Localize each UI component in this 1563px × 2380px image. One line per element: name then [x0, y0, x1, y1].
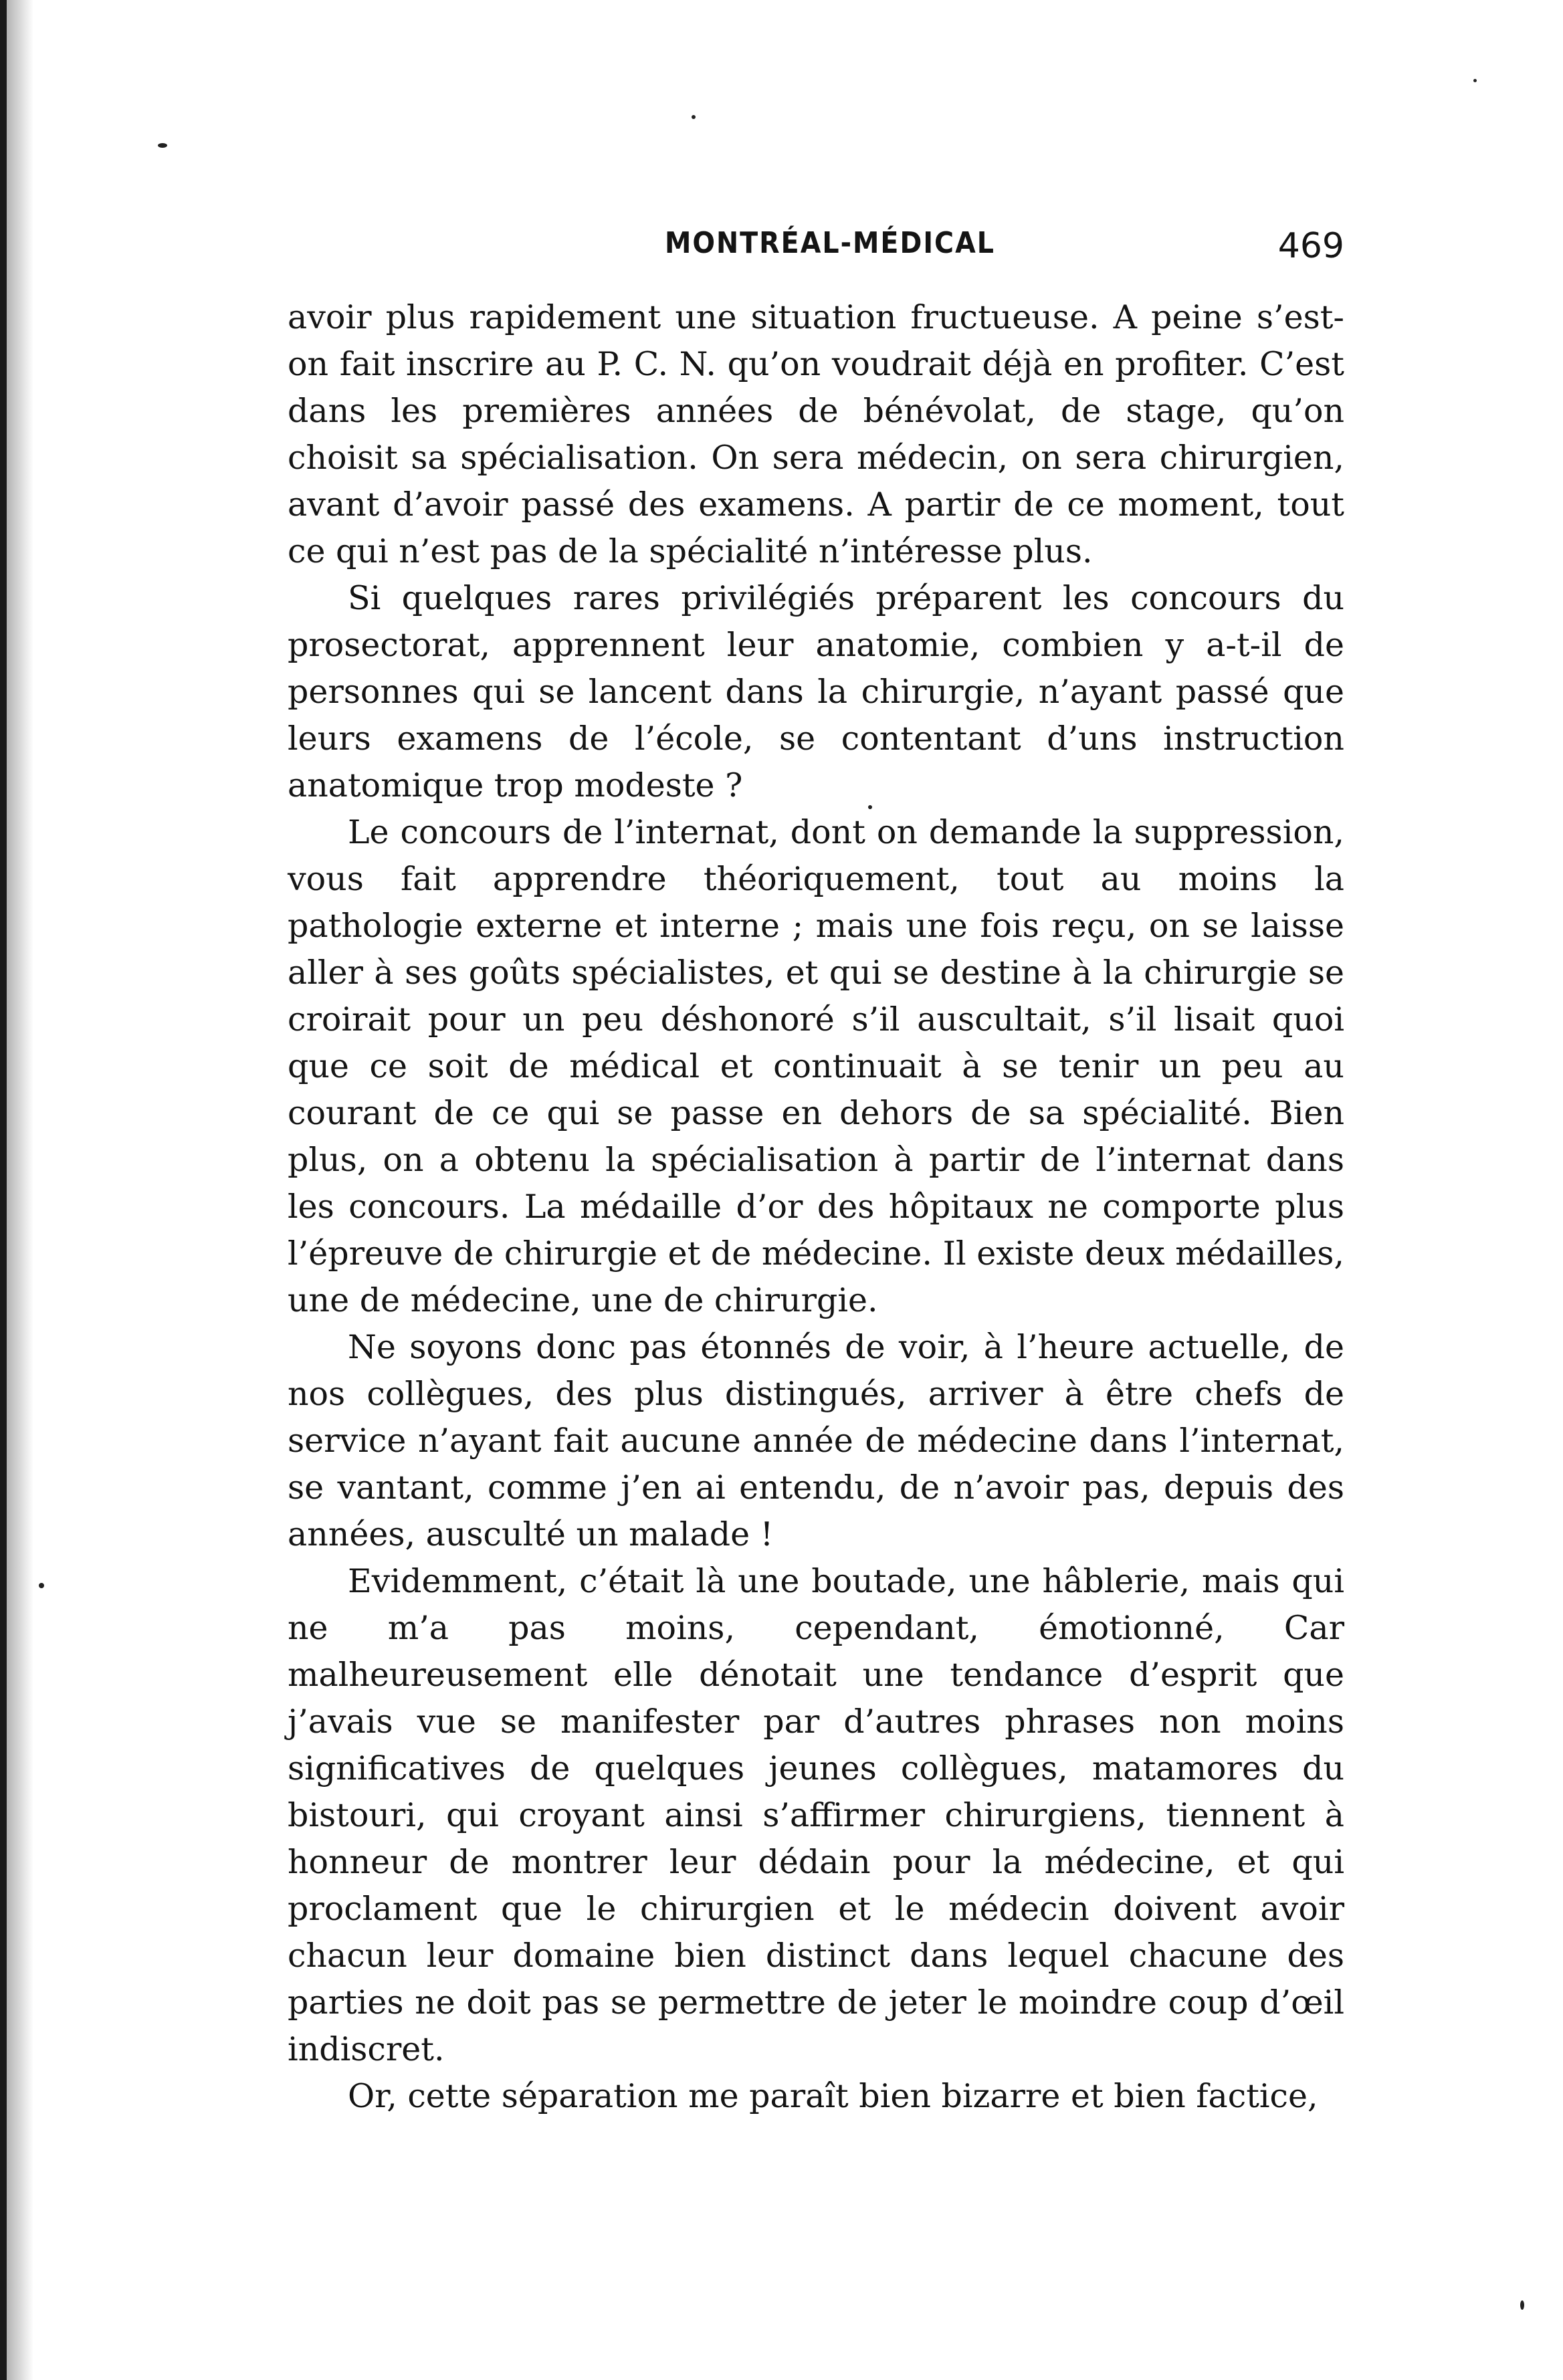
- running-title: MONTRÉAL-MÉDICAL: [665, 226, 995, 260]
- paragraph: Or, cette séparation me paraît bien bizarre et bien factice,: [348, 2077, 1318, 2115]
- paragraph: Le concours de l’internat, dont on demande la suppression, vous fait apprendre théoriquement, tout au moins la pathologie externe et interne ; mais une fois reçu, on se laisse aller à ses goûts spécialistes, et qui se destine à la chirurgie se croirait pour un peu déshonoré s’il auscultait, s’il lisait quoi que ce soit de médical et continuait à se tenir un peu au courant de ce qui se passe en dehors de sa spécialité. Bien plus, on a obtenu la spécialisation à partir de l’internat dans les concours. La médaille d’or des hôpitaux ne comporte plus l’épreuve de chirurgie et de médecine. Il existe deux médailles, une de médecine, une de chirurgie.: [288, 813, 1344, 1319]
- text-body: [288, 294, 1344, 2120]
- scan-speck: [1520, 2300, 1524, 2310]
- scan-speck: [692, 115, 696, 119]
- paragraph: avoir plus rapidement une situation fructueuse. A peine s’est-on fait inscrire au P. C. N. qu’on voudrait déjà en profiter. C’est dans les premières années de bénévolat, de stage, qu’on choisit sa spécialisation. On sera médecin, on sera chirurgien, avant d’avoir passé des examens. A partir de ce moment, tout ce qui n’est pas de la spécialité n’intéresse plus.: [288, 298, 1344, 570]
- scan-speck: [158, 143, 167, 148]
- running-head: [288, 226, 1344, 273]
- binding-edge: [0, 0, 7, 2380]
- scan-speck: [1473, 79, 1477, 82]
- paragraph: Ne soyons donc pas étonnés de voir, à l’heure actuelle, de nos collègues, des plus distingués, arriver à être chefs de service n’ayant fait aucune année de médecine dans l’internat, se vantant, comme j’en ai entendu, de n’avoir pas, depuis des années, ausculté un malade !: [288, 1328, 1344, 1553]
- paragraph: Si quelques rares privilégiés préparent les concours du prosectorat, apprennent leur anatomie, combien y a-t-il de personnes qui se lancent dans la chirurgie, n’ayant passé que leurs examens de l’école, se contentant d’uns instruction anatomique trop modeste ?: [288, 579, 1344, 804]
- binding-shadow: [7, 0, 33, 2380]
- paragraph: Evidemment, c’était là une boutade, une hâblerie, mais qui ne m’a pas moins, cependant, émotionné, Car malheureusement elle dénotait une tendance d’esprit que j’avais vue se manifester par d’autres phrases non moins significatives de quelques jeunes collègues, matamores du bistouri, qui croyant ainsi s’affirmer chirurgiens, tiennent à honneur de montrer leur dédain pour la médecine, et qui proclament que le chirurgien et le médecin doivent avoir chacun leur domaine bien distinct dans lequel chacune des parties ne doit pas se permettre de jeter le moindre coup d’œil indiscret.: [288, 1562, 1344, 2068]
- page-number: 469: [1277, 226, 1344, 266]
- scan-speck: [39, 1583, 44, 1588]
